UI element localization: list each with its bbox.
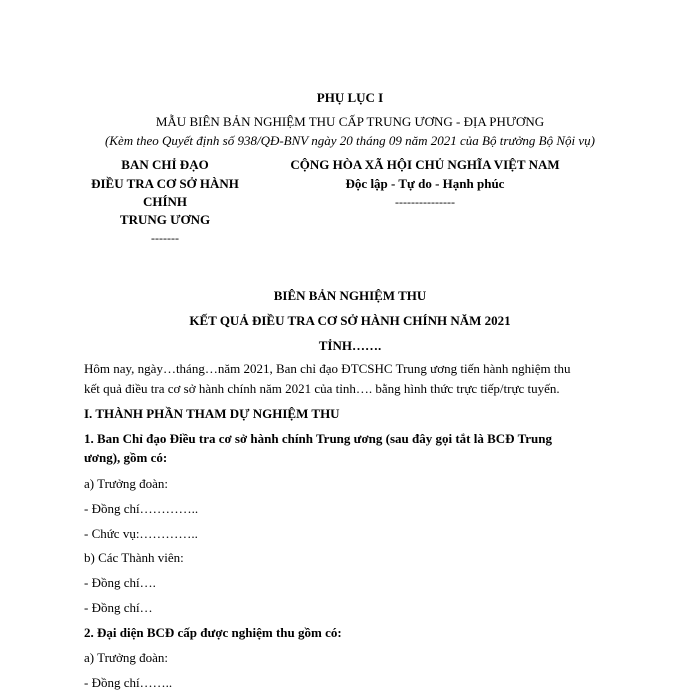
appendix-note: (Kèm theo Quyết định số 938/QĐ-BNV ngày 20 tháng 09 năm 2021 của Bộ trưởng Bộ Nội vụ) <box>104 133 596 148</box>
leader-role: - Chức vụ:………….. <box>84 526 198 541</box>
agency-name-line2: ĐIỀU TRA CƠ SỞ HÀNH <box>91 176 239 191</box>
agency-name-line4: TRUNG ƯƠNG <box>119 212 211 227</box>
leader-name: - Đồng chí………….. <box>84 501 199 516</box>
sub2-leader-label: a) Trưởng đoàn: <box>84 650 168 665</box>
doc-title-line3: TỈNH……. <box>318 338 382 353</box>
doc-title-line1: BIÊN BẢN NGHIỆM THU <box>273 288 427 303</box>
member-name-1: - Đồng chí…. <box>84 575 156 590</box>
section1-heading: I. THÀNH PHẦN THAM DỰ NGHIỆM THU <box>84 406 340 421</box>
agency-name-line3: CHÍNH <box>142 194 188 209</box>
members-label: b) Các Thành viên: <box>84 550 184 565</box>
national-rule: --------------- <box>395 195 455 209</box>
agency-name-line1: BAN CHỈ ĐẠO <box>121 157 209 172</box>
member-name-2: - Đồng chí… <box>84 600 153 615</box>
intro-line1: Hôm nay, ngày…tháng…năm 2021, Ban chỉ đạo ĐTCSHC Trung ương tiến hành nghiệm thu <box>84 361 571 376</box>
appendix-subtitle: MẪU BIÊN BẢN NGHIỆM THU CẤP TRUNG ƯƠNG - ĐỊA PHƯƠNG <box>155 114 545 129</box>
doc-title-line2: KẾT QUẢ ĐIỀU TRA CƠ SỞ HÀNH CHÍNH NĂM 2021 <box>189 313 511 328</box>
sub2-leader-name: - Đồng chí…….. <box>84 675 173 690</box>
section1-sub2: 2. Đại diện BCĐ cấp được nghiệm thu gồm có: <box>84 625 342 640</box>
national-title: CỘNG HÒA XÃ HỘI CHỦ NGHĨA VIỆT NAM <box>290 157 560 172</box>
agency-rule: ------- <box>151 231 179 245</box>
appendix-title: PHỤ LỤC I <box>316 90 384 105</box>
intro-line2: kết quả điều tra cơ sở hành chính năm 2021 của tỉnh…. bằng hình thức trực tiếp/trực tuyến. <box>84 381 560 396</box>
leader-label: a) Trưởng đoàn: <box>84 476 168 491</box>
section1-sub1-line1: 1. Ban Chỉ đạo Điều tra cơ sở hành chính Trung ương (sau đây gọi tắt là BCĐ Trung <box>84 431 553 446</box>
section1-sub1-line2: ương), gồm có: <box>84 450 168 465</box>
national-motto: Độc lập - Tự do - Hạnh phúc <box>345 176 505 191</box>
